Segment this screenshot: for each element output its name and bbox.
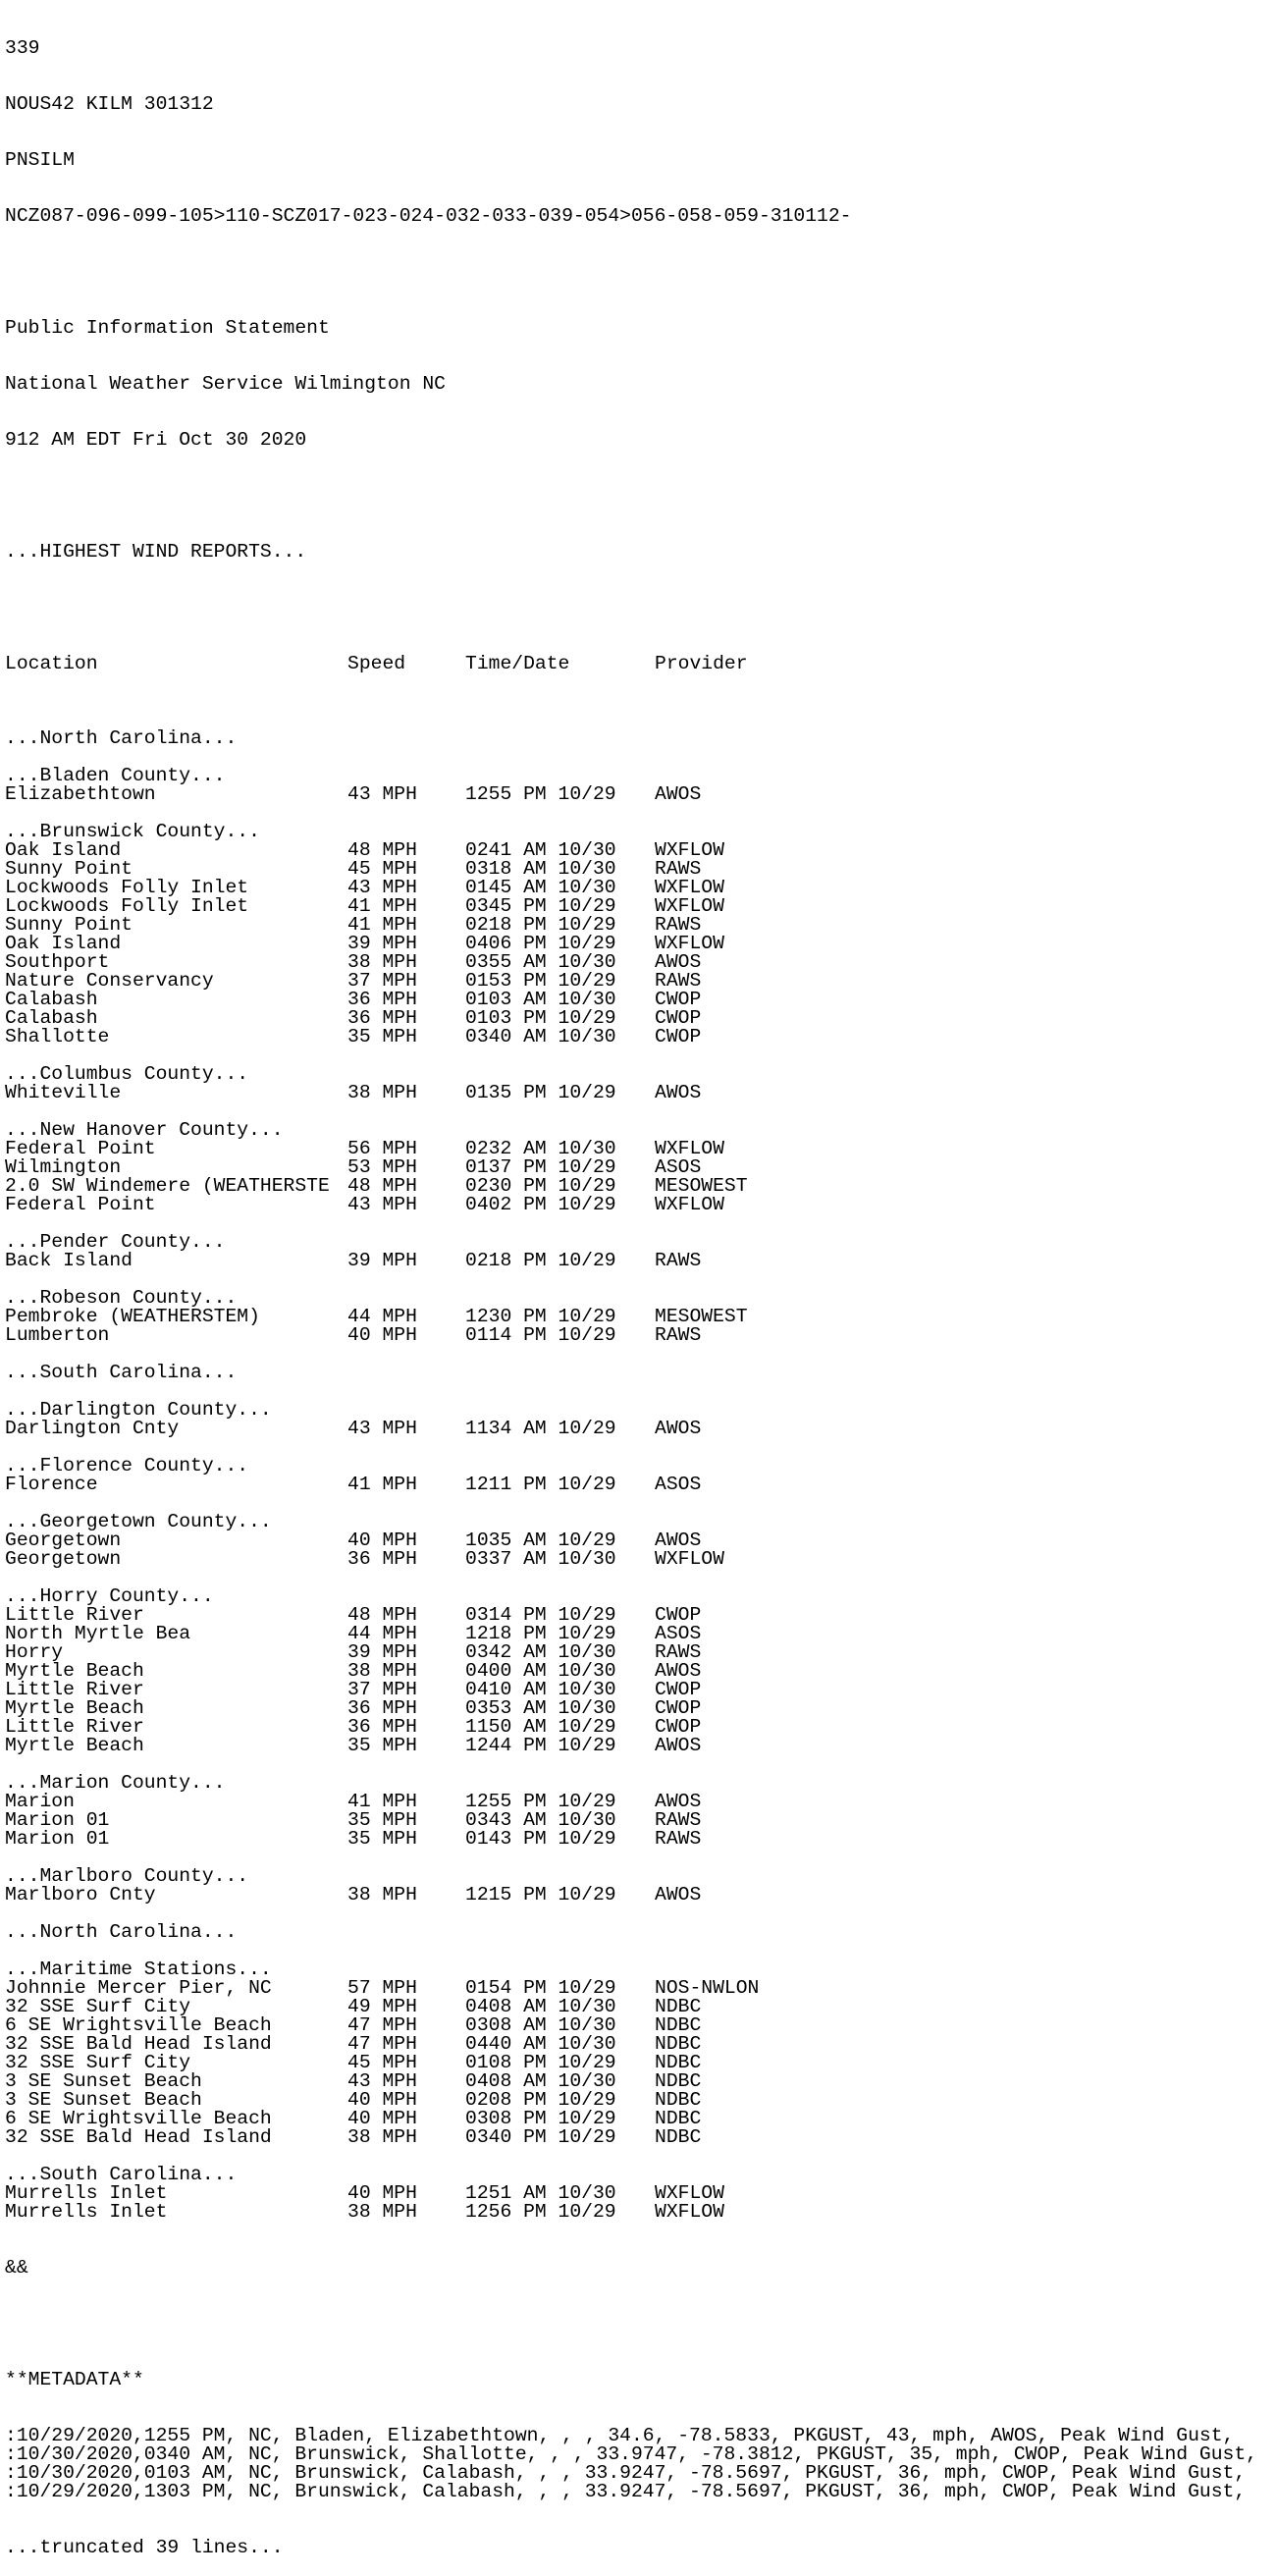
report-provider: AWOS bbox=[655, 1662, 702, 1681]
report-row bbox=[5, 1028, 1277, 1046]
county-heading: ...Darlington County... bbox=[5, 1399, 272, 1421]
report-row bbox=[5, 1084, 1277, 1102]
report-location: Georgetown bbox=[5, 1531, 122, 1550]
report-time: 0145 AM 10/30 bbox=[465, 879, 616, 897]
report-speed: 39 MPH bbox=[347, 1643, 417, 1662]
report-time: 0103 PM 10/29 bbox=[465, 1009, 616, 1028]
report-location: Sunny Point bbox=[5, 860, 133, 879]
county-heading: ...Horry County... bbox=[5, 1585, 214, 1607]
report-row bbox=[5, 1886, 1277, 1905]
report-speed: 43 MPH bbox=[347, 785, 417, 804]
report-provider: AWOS bbox=[655, 1737, 702, 1755]
report-provider: ASOS bbox=[655, 1476, 702, 1494]
ugc-zones: NCZ087-096-099-105>110-SCZ017-023-024-032-033-039-054>056-058-059-310112- bbox=[5, 205, 852, 227]
report-time: 0153 PM 10/29 bbox=[465, 972, 616, 991]
report-time: 0232 AM 10/30 bbox=[465, 1140, 616, 1158]
report-row bbox=[5, 1625, 1277, 1643]
report-time: 0318 AM 10/30 bbox=[465, 860, 616, 879]
report-speed: 45 MPH bbox=[347, 860, 417, 879]
report-location: Lockwoods Folly Inlet bbox=[5, 879, 249, 897]
report-time: 0137 PM 10/29 bbox=[465, 1158, 616, 1177]
report-time: 0440 AM 10/30 bbox=[465, 2035, 616, 2054]
report-speed: 44 MPH bbox=[347, 1308, 417, 1326]
report-provider: AWOS bbox=[655, 1420, 702, 1438]
report-row bbox=[5, 1158, 1277, 1177]
report-provider: AWOS bbox=[655, 1084, 702, 1102]
blank-line bbox=[5, 2147, 1277, 2166]
report-provider: ASOS bbox=[655, 1158, 702, 1177]
report-speed: 37 MPH bbox=[347, 972, 417, 991]
report-row bbox=[5, 1681, 1277, 1699]
report-speed: 40 MPH bbox=[347, 2110, 417, 2128]
report-provider: WXFLOW bbox=[655, 841, 724, 860]
report-provider: AWOS bbox=[655, 1531, 702, 1550]
report-location: Myrtle Beach bbox=[5, 1737, 144, 1755]
report-row bbox=[5, 1793, 1277, 1811]
report-speed: 45 MPH bbox=[347, 2054, 417, 2072]
report-row bbox=[5, 1811, 1277, 1830]
report-row bbox=[5, 1718, 1277, 1737]
report-provider: CWOP bbox=[655, 1606, 702, 1625]
report-location: Sunny Point bbox=[5, 916, 133, 935]
report-provider: RAWS bbox=[655, 1830, 702, 1849]
column-header-location: Location bbox=[5, 655, 98, 673]
state-heading: ...North Carolina... bbox=[5, 727, 238, 749]
report-speed: 36 MPH bbox=[347, 1699, 417, 1718]
county-heading: ...Marion County... bbox=[5, 1772, 226, 1794]
report-row bbox=[5, 1699, 1277, 1718]
report-time: 1211 PM 10/29 bbox=[465, 1476, 616, 1494]
report-provider: AWOS bbox=[655, 1793, 702, 1811]
report-sections bbox=[5, 711, 1277, 2222]
report-location: 6 SE Wrightsville Beach bbox=[5, 2016, 272, 2035]
report-location: 3 SE Sunset Beach bbox=[5, 2072, 202, 2091]
report-provider: WXFLOW bbox=[655, 897, 724, 916]
metadata-line: :10/30/2020,0103 AM, NC, Brunswick, Calabash, , , 33.9247, -78.5697, PKGUST, 36, mph, CWOP, Peak Wind Gust, bbox=[5, 2462, 1247, 2484]
report-provider: NDBC bbox=[655, 2128, 702, 2147]
report-speed: 47 MPH bbox=[347, 2016, 417, 2035]
report-location: Calabash bbox=[5, 991, 98, 1009]
report-time: 0308 PM 10/29 bbox=[465, 2110, 616, 2128]
report-provider: WXFLOW bbox=[655, 1140, 724, 1158]
report-provider: MESOWEST bbox=[655, 1308, 748, 1326]
report-row bbox=[5, 916, 1277, 935]
report-row bbox=[5, 1140, 1277, 1158]
report-time: 0402 PM 10/29 bbox=[465, 1196, 616, 1214]
report-time: 0154 PM 10/29 bbox=[465, 1979, 616, 1998]
document-body bbox=[5, 2, 1277, 2576]
report-provider: NOS-NWLON bbox=[655, 1979, 760, 1998]
report-time: 0337 AM 10/30 bbox=[465, 1550, 616, 1569]
report-location: 32 SSE Surf City bbox=[5, 2054, 191, 2072]
report-time: 0114 PM 10/29 bbox=[465, 1326, 616, 1345]
report-provider: AWOS bbox=[655, 953, 702, 972]
report-speed: 38 MPH bbox=[347, 1662, 417, 1681]
report-location: Whiteville bbox=[5, 1084, 122, 1102]
report-location: Pembroke (WEATHERSTEM) bbox=[5, 1308, 260, 1326]
report-location: Georgetown bbox=[5, 1550, 122, 1569]
report-location: Elizabethtown bbox=[5, 785, 156, 804]
report-speed: 41 MPH bbox=[347, 1793, 417, 1811]
report-provider: NDBC bbox=[655, 2110, 702, 2128]
county-heading: ...Brunswick County... bbox=[5, 821, 260, 842]
report-provider: NDBC bbox=[655, 2072, 702, 2091]
report-speed: 48 MPH bbox=[347, 841, 417, 860]
report-location: Southport bbox=[5, 953, 110, 972]
report-speed: 39 MPH bbox=[347, 935, 417, 953]
report-provider: WXFLOW bbox=[655, 935, 724, 953]
report-provider: CWOP bbox=[655, 991, 702, 1009]
report-row bbox=[5, 2054, 1277, 2072]
report-location: Wilmington bbox=[5, 1158, 122, 1177]
metadata-block bbox=[5, 2427, 1277, 2501]
report-speed: 43 MPH bbox=[347, 879, 417, 897]
column-headers bbox=[5, 655, 1277, 673]
county-heading: ...South Carolina... bbox=[5, 2164, 238, 2185]
report-provider: CWOP bbox=[655, 1009, 702, 1028]
report-time: 0103 AM 10/30 bbox=[465, 991, 616, 1009]
report-provider: WXFLOW bbox=[655, 2203, 724, 2222]
report-location: 3 SE Sunset Beach bbox=[5, 2091, 202, 2110]
report-location: Oak Island bbox=[5, 841, 122, 860]
report-speed: 38 MPH bbox=[347, 2128, 417, 2147]
metadata-line: :10/30/2020,0340 AM, NC, Brunswick, Shallotte, , , 33.9747, -78.3812, PKGUST, 35, mph, CWOP, Peak Wind Gust, bbox=[5, 2443, 1257, 2465]
report-row bbox=[5, 991, 1277, 1009]
blank-line bbox=[5, 1905, 1277, 1923]
report-speed: 49 MPH bbox=[347, 1998, 417, 2016]
report-location: Marion 01 bbox=[5, 1830, 110, 1849]
report-time: 0343 AM 10/30 bbox=[465, 1811, 616, 1830]
report-row bbox=[5, 1830, 1277, 1849]
report-row bbox=[5, 953, 1277, 972]
report-speed: 53 MPH bbox=[347, 1158, 417, 1177]
report-speed: 38 MPH bbox=[347, 953, 417, 972]
report-row bbox=[5, 1662, 1277, 1681]
report-row bbox=[5, 2128, 1277, 2147]
report-time: 0340 PM 10/29 bbox=[465, 2128, 616, 2147]
report-speed: 39 MPH bbox=[347, 1252, 417, 1270]
report-location: Nature Conservancy bbox=[5, 972, 214, 991]
report-provider: AWOS bbox=[655, 1886, 702, 1905]
report-speed: 40 MPH bbox=[347, 2091, 417, 2110]
report-row bbox=[5, 2184, 1277, 2203]
report-time: 0406 PM 10/29 bbox=[465, 935, 616, 953]
report-provider: NDBC bbox=[655, 1998, 702, 2016]
report-provider: RAWS bbox=[655, 972, 702, 991]
report-row bbox=[5, 2091, 1277, 2110]
state-heading: ...South Carolina... bbox=[5, 1362, 238, 1383]
report-provider: WXFLOW bbox=[655, 1550, 724, 1569]
report-speed: 36 MPH bbox=[347, 991, 417, 1009]
report-location: Murrells Inlet bbox=[5, 2203, 168, 2222]
wmo-header: NOUS42 KILM 301312 bbox=[5, 93, 214, 115]
report-row bbox=[5, 1550, 1277, 1569]
report-time: 1244 PM 10/29 bbox=[465, 1737, 616, 1755]
report-time: 0143 PM 10/29 bbox=[465, 1830, 616, 1849]
report-row bbox=[5, 935, 1277, 953]
county-heading: ...Bladen County... bbox=[5, 765, 226, 786]
report-time: 0308 AM 10/30 bbox=[465, 2016, 616, 2035]
report-speed: 38 MPH bbox=[347, 2203, 417, 2222]
report-time: 1255 PM 10/29 bbox=[465, 785, 616, 804]
report-speed: 41 MPH bbox=[347, 916, 417, 935]
report-row bbox=[5, 2035, 1277, 2054]
report-speed: 35 MPH bbox=[347, 1028, 417, 1046]
report-location: 32 SSE Surf City bbox=[5, 1998, 191, 2016]
truncated-note: ...truncated 39 lines... bbox=[5, 2537, 284, 2558]
report-speed: 40 MPH bbox=[347, 1531, 417, 1550]
report-speed: 36 MPH bbox=[347, 1009, 417, 1028]
report-location: Horry bbox=[5, 1643, 64, 1662]
report-location: Johnnie Mercer Pier, NC bbox=[5, 1979, 272, 1998]
report-row bbox=[5, 1606, 1277, 1625]
report-speed: 48 MPH bbox=[347, 1177, 417, 1196]
report-speed: 40 MPH bbox=[347, 1326, 417, 1345]
report-row bbox=[5, 1998, 1277, 2016]
product-sequence: 339 bbox=[5, 37, 40, 59]
report-row bbox=[5, 972, 1277, 991]
report-location: Little River bbox=[5, 1681, 144, 1699]
report-speed: 41 MPH bbox=[347, 1476, 417, 1494]
blank-line bbox=[5, 2315, 1277, 2334]
issue-time: 912 AM EDT Fri Oct 30 2020 bbox=[5, 429, 307, 451]
column-header-provider: Provider bbox=[655, 655, 748, 673]
report-time: 0355 AM 10/30 bbox=[465, 953, 616, 972]
report-location: Florence bbox=[5, 1476, 98, 1494]
report-row bbox=[5, 2016, 1277, 2035]
report-time: 0218 PM 10/29 bbox=[465, 916, 616, 935]
report-location: Back Island bbox=[5, 1252, 133, 1270]
report-time: 0108 PM 10/29 bbox=[465, 2054, 616, 2072]
report-provider: NDBC bbox=[655, 2091, 702, 2110]
county-heading: ...Pender County... bbox=[5, 1231, 226, 1253]
county-heading: ...Columbus County... bbox=[5, 1063, 249, 1085]
metadata-title: **METADATA** bbox=[5, 2369, 144, 2390]
report-provider: MESOWEST bbox=[655, 1177, 748, 1196]
report-time: 1230 PM 10/29 bbox=[465, 1308, 616, 1326]
report-speed: 38 MPH bbox=[347, 1886, 417, 1905]
report-row bbox=[5, 785, 1277, 804]
report-time: 0408 AM 10/30 bbox=[465, 2072, 616, 2091]
state-heading: ...North Carolina... bbox=[5, 1921, 238, 1943]
report-row bbox=[5, 2072, 1277, 2091]
report-time: 0314 PM 10/29 bbox=[465, 1606, 616, 1625]
report-speed: 36 MPH bbox=[347, 1718, 417, 1737]
report-row bbox=[5, 1326, 1277, 1345]
report-location: Myrtle Beach bbox=[5, 1662, 144, 1681]
report-location: 2.0 SW Windemere (WEATHERSTE bbox=[5, 1177, 330, 1196]
report-row bbox=[5, 1979, 1277, 1998]
report-row bbox=[5, 1196, 1277, 1214]
report-time: 1134 AM 10/29 bbox=[465, 1420, 616, 1438]
report-provider: AWOS bbox=[655, 785, 702, 804]
report-provider: WXFLOW bbox=[655, 1196, 724, 1214]
report-row bbox=[5, 1737, 1277, 1755]
report-speed: 43 MPH bbox=[347, 2072, 417, 2091]
report-speed: 41 MPH bbox=[347, 897, 417, 916]
report-provider: NDBC bbox=[655, 2054, 702, 2072]
report-provider: RAWS bbox=[655, 1811, 702, 1830]
report-row bbox=[5, 1177, 1277, 1196]
statement-title: Public Information Statement bbox=[5, 317, 330, 339]
report-time: 0230 PM 10/29 bbox=[465, 1177, 616, 1196]
metadata-line: :10/29/2020,1303 PM, NC, Brunswick, Calabash, , , 33.9247, -78.5697, PKGUST, 36, mph, CWOP, Peak Wind Gust, bbox=[5, 2481, 1247, 2502]
report-row bbox=[5, 1531, 1277, 1550]
report-time: 1150 AM 10/29 bbox=[465, 1718, 616, 1737]
report-time: 0345 PM 10/29 bbox=[465, 897, 616, 916]
report-time: 0353 AM 10/30 bbox=[465, 1699, 616, 1718]
report-location: 32 SSE Bald Head Island bbox=[5, 2128, 272, 2147]
report-location: Little River bbox=[5, 1718, 144, 1737]
report-location: 6 SE Wrightsville Beach bbox=[5, 2110, 272, 2128]
blank-line bbox=[5, 599, 1277, 617]
blank-line bbox=[5, 1942, 1277, 1960]
report-row bbox=[5, 1308, 1277, 1326]
report-time: 0218 PM 10/29 bbox=[465, 1252, 616, 1270]
column-header-speed: Speed bbox=[347, 655, 406, 673]
report-time: 0241 AM 10/30 bbox=[465, 841, 616, 860]
report-provider: RAWS bbox=[655, 860, 702, 879]
report-speed: 35 MPH bbox=[347, 1830, 417, 1849]
report-time: 0342 AM 10/30 bbox=[465, 1643, 616, 1662]
report-time: 1035 AM 10/29 bbox=[465, 1531, 616, 1550]
column-header-time: Time/Date bbox=[465, 655, 570, 673]
report-row bbox=[5, 879, 1277, 897]
report-row bbox=[5, 2203, 1277, 2222]
report-row bbox=[5, 2110, 1277, 2128]
report-provider: CWOP bbox=[655, 1681, 702, 1699]
report-provider: RAWS bbox=[655, 1643, 702, 1662]
report-time: 0408 AM 10/30 bbox=[465, 1998, 616, 2016]
report-location: Marion 01 bbox=[5, 1811, 110, 1830]
county-heading: ...Florence County... bbox=[5, 1455, 249, 1476]
report-time: 0208 PM 10/29 bbox=[465, 2091, 616, 2110]
report-provider: NDBC bbox=[655, 2016, 702, 2035]
report-location: 32 SSE Bald Head Island bbox=[5, 2035, 272, 2054]
report-provider: CWOP bbox=[655, 1028, 702, 1046]
report-time: 1255 PM 10/29 bbox=[465, 1793, 616, 1811]
report-time: 1218 PM 10/29 bbox=[465, 1625, 616, 1643]
county-heading: ...Georgetown County... bbox=[5, 1511, 272, 1532]
county-heading: ...Maritime Stations... bbox=[5, 1959, 272, 1980]
county-heading: ...New Hanover County... bbox=[5, 1119, 284, 1141]
awips-id: PNSILM bbox=[5, 149, 75, 171]
report-row bbox=[5, 1643, 1277, 1662]
report-time: 1256 PM 10/29 bbox=[465, 2203, 616, 2222]
report-location: Murrells Inlet bbox=[5, 2184, 168, 2203]
report-speed: 44 MPH bbox=[347, 1625, 417, 1643]
report-provider: ASOS bbox=[655, 1625, 702, 1643]
county-heading: ...Marlboro County... bbox=[5, 1865, 249, 1887]
report-row bbox=[5, 1252, 1277, 1270]
report-speed: 40 MPH bbox=[347, 2184, 417, 2203]
county-heading: ...Robeson County... bbox=[5, 1287, 238, 1309]
report-speed: 57 MPH bbox=[347, 1979, 417, 1998]
report-location: North Myrtle Bea bbox=[5, 1625, 191, 1643]
metadata-line: :10/29/2020,1255 PM, NC, Bladen, Elizabethtown, , , 34.6, -78.5833, PKGUST, 43, mph, AWOS, Peak Wind Gust, bbox=[5, 2425, 1235, 2446]
report-row bbox=[5, 841, 1277, 860]
report-location: Darlington Cnty bbox=[5, 1420, 180, 1438]
report-provider: WXFLOW bbox=[655, 879, 724, 897]
report-speed: 47 MPH bbox=[347, 2035, 417, 2054]
blank-line bbox=[5, 487, 1277, 506]
report-speed: 43 MPH bbox=[347, 1196, 417, 1214]
report-location: Little River bbox=[5, 1606, 144, 1625]
report-location: Shallotte bbox=[5, 1028, 110, 1046]
report-time: 0400 AM 10/30 bbox=[465, 1662, 616, 1681]
report-speed: 35 MPH bbox=[347, 1737, 417, 1755]
issuing-office: National Weather Service Wilmington NC bbox=[5, 373, 446, 395]
report-speed: 43 MPH bbox=[347, 1420, 417, 1438]
report-location: Marlboro Cnty bbox=[5, 1886, 156, 1905]
report-row bbox=[5, 1420, 1277, 1438]
report-speed: 36 MPH bbox=[347, 1550, 417, 1569]
report-provider: RAWS bbox=[655, 916, 702, 935]
report-time: 0340 AM 10/30 bbox=[465, 1028, 616, 1046]
report-provider: CWOP bbox=[655, 1699, 702, 1718]
report-location: Calabash bbox=[5, 1009, 98, 1028]
report-location: Federal Point bbox=[5, 1196, 156, 1214]
report-location: Oak Island bbox=[5, 935, 122, 953]
headline: ...HIGHEST WIND REPORTS... bbox=[5, 541, 307, 563]
report-speed: 35 MPH bbox=[347, 1811, 417, 1830]
report-row bbox=[5, 860, 1277, 879]
report-location: Marion bbox=[5, 1793, 75, 1811]
report-speed: 56 MPH bbox=[347, 1140, 417, 1158]
report-provider: RAWS bbox=[655, 1326, 702, 1345]
report-location: Federal Point bbox=[5, 1140, 156, 1158]
report-provider: WXFLOW bbox=[655, 2184, 724, 2203]
report-speed: 37 MPH bbox=[347, 1681, 417, 1699]
report-location: Lockwoods Folly Inlet bbox=[5, 897, 249, 916]
report-provider: CWOP bbox=[655, 1718, 702, 1737]
report-provider: RAWS bbox=[655, 1252, 702, 1270]
report-speed: 38 MPH bbox=[347, 1084, 417, 1102]
blank-line bbox=[5, 263, 1277, 282]
end-marker: && bbox=[5, 2257, 28, 2279]
report-time: 0135 PM 10/29 bbox=[465, 1084, 616, 1102]
report-time: 1251 AM 10/30 bbox=[465, 2184, 616, 2203]
report-location: Lumberton bbox=[5, 1326, 110, 1345]
report-location: Myrtle Beach bbox=[5, 1699, 144, 1718]
report-speed: 48 MPH bbox=[347, 1606, 417, 1625]
report-row bbox=[5, 897, 1277, 916]
report-row bbox=[5, 1009, 1277, 1028]
report-provider: NDBC bbox=[655, 2035, 702, 2054]
report-time: 1215 PM 10/29 bbox=[465, 1886, 616, 1905]
report-time: 0410 AM 10/30 bbox=[465, 1681, 616, 1699]
report-row bbox=[5, 1476, 1277, 1494]
